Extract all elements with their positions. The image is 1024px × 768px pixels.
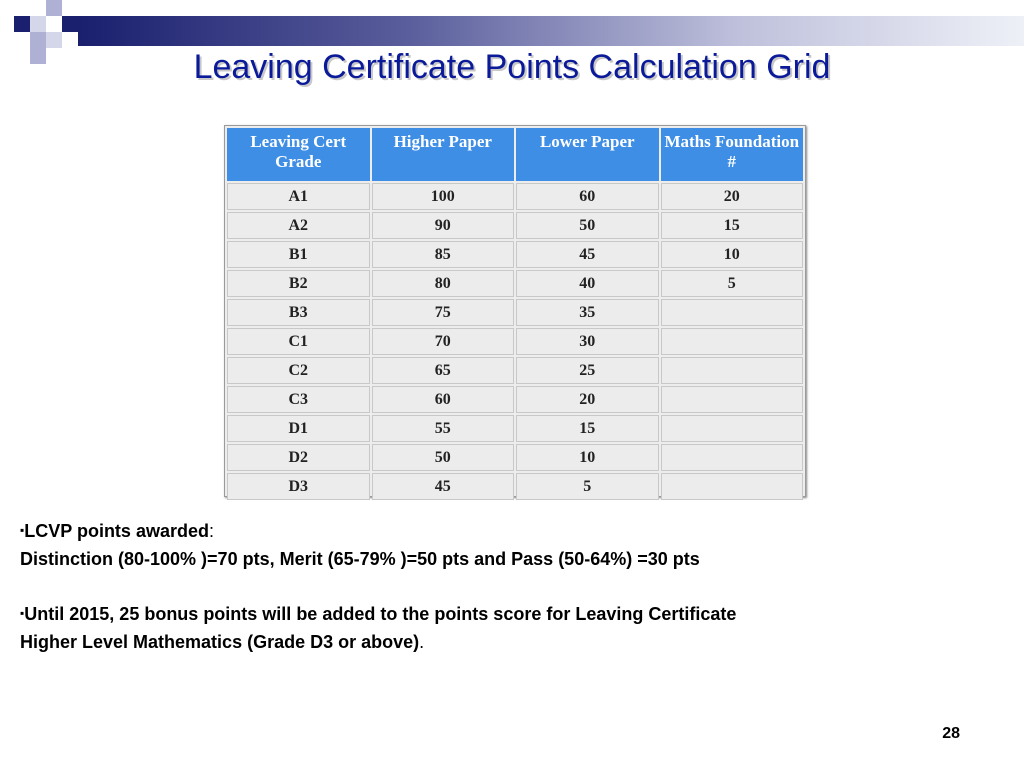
header-gradient-bar <box>78 16 1024 46</box>
table-cell: A2 <box>227 212 370 239</box>
table-cell: 85 <box>372 241 515 268</box>
table-row <box>227 241 803 268</box>
points-table <box>225 126 805 502</box>
table-cell: 55 <box>372 415 515 442</box>
table-cell: 35 <box>516 299 659 326</box>
table-cell: 40 <box>516 270 659 297</box>
table-cell: 10 <box>516 444 659 471</box>
table-cell: D3 <box>227 473 370 500</box>
lcvp-detail: Distinction (80-100% )=70 pts, Merit (65-79% )=50 pts and Pass (50-64%) =30 pts <box>20 549 700 569</box>
table-cell: 80 <box>372 270 515 297</box>
table-cell <box>661 415 804 442</box>
column-header: Lower Paper <box>516 128 659 181</box>
table-row <box>227 473 803 500</box>
table-cell: B3 <box>227 299 370 326</box>
table-row <box>227 183 803 210</box>
decor-square <box>46 0 62 16</box>
bullet-icon: ▪ <box>20 606 25 620</box>
table-row <box>227 415 803 442</box>
decor-square <box>30 16 46 32</box>
table-cell <box>661 328 804 355</box>
bonus-period: . <box>419 632 425 652</box>
table-cell: 65 <box>372 357 515 384</box>
decor-square <box>30 32 46 48</box>
table-cell: 45 <box>372 473 515 500</box>
table-cell: 45 <box>516 241 659 268</box>
decor-square <box>46 32 62 48</box>
table-cell: 15 <box>661 212 804 239</box>
table-cell: 50 <box>372 444 515 471</box>
table-row <box>227 299 803 326</box>
lcvp-heading-line <box>20 516 1000 545</box>
table-cell: D2 <box>227 444 370 471</box>
table-cell: B2 <box>227 270 370 297</box>
bonus-line-1 <box>20 599 1000 628</box>
table-cell: 90 <box>372 212 515 239</box>
column-header: Leaving Cert Grade <box>227 128 370 181</box>
table-cell: 100 <box>372 183 515 210</box>
table-cell: 20 <box>516 386 659 413</box>
table-row <box>227 212 803 239</box>
table-row <box>227 444 803 471</box>
decor-square <box>62 16 78 32</box>
table-cell: 15 <box>516 415 659 442</box>
table-cell <box>661 473 804 500</box>
table-cell: 5 <box>661 270 804 297</box>
slide-title: Leaving Certificate Points Calculation Grid <box>193 48 831 86</box>
table-cell: C2 <box>227 357 370 384</box>
table-row <box>227 386 803 413</box>
table-cell: C1 <box>227 328 370 355</box>
table-cell: 60 <box>372 386 515 413</box>
table-cell: 30 <box>516 328 659 355</box>
table-cell: 75 <box>372 299 515 326</box>
table-header-row <box>227 128 803 181</box>
table-row <box>227 270 803 297</box>
table-row <box>227 357 803 384</box>
table-cell: A1 <box>227 183 370 210</box>
table-cell: 50 <box>516 212 659 239</box>
table-cell: 60 <box>516 183 659 210</box>
table-cell <box>661 299 804 326</box>
table-cell: D1 <box>227 415 370 442</box>
table-cell: 5 <box>516 473 659 500</box>
page-number: 28 <box>942 725 960 742</box>
lcvp-colon: : <box>208 521 214 541</box>
column-header: Higher Paper <box>372 128 515 181</box>
table-cell: 25 <box>516 357 659 384</box>
decor-square <box>14 16 30 32</box>
table-cell <box>661 444 804 471</box>
table-body <box>227 183 803 500</box>
table-cell <box>661 357 804 384</box>
table-cell: 70 <box>372 328 515 355</box>
table-cell: B1 <box>227 241 370 268</box>
bonus-text-2: Higher Level Mathematics (Grade D3 or above) <box>20 632 420 652</box>
bonus-text-1: Until 2015, 25 bonus points will be added to the points score for Leaving Certificate <box>24 604 737 624</box>
notes-section <box>20 516 1000 656</box>
bonus-line-2 <box>20 628 1000 656</box>
points-grid <box>224 125 806 497</box>
table-cell: 20 <box>661 183 804 210</box>
column-header: Maths Foundation # <box>661 128 804 181</box>
lcvp-heading: LCVP points awarded <box>24 521 209 541</box>
table-cell: C3 <box>227 386 370 413</box>
table-cell <box>661 386 804 413</box>
table-row <box>227 328 803 355</box>
bullet-icon: ▪ <box>20 523 25 537</box>
table-cell: 10 <box>661 241 804 268</box>
